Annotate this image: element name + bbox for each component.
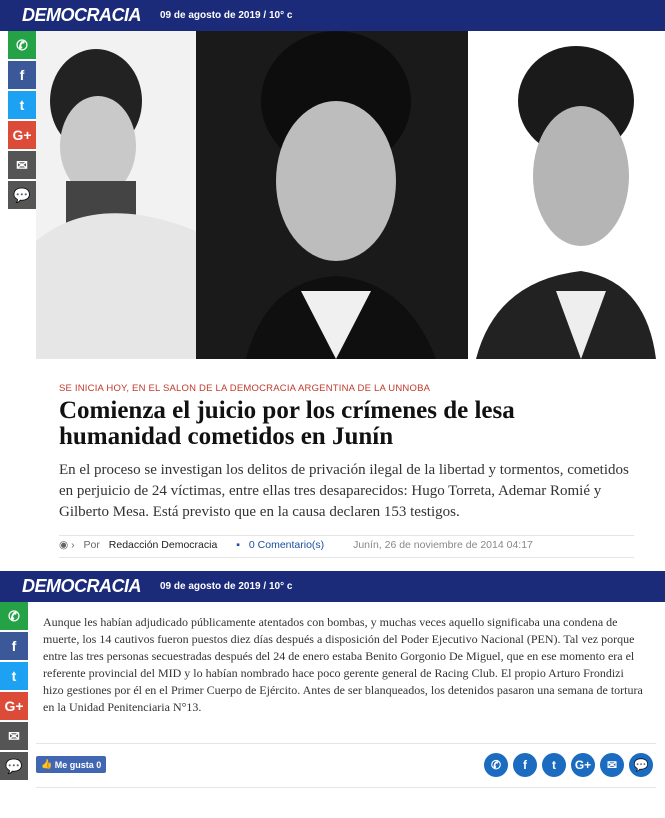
like-button[interactable]: 👍 Me gusta 0 bbox=[36, 756, 106, 773]
google-plus-icon[interactable]: G+ bbox=[8, 121, 36, 149]
comment-count-icon: ▪ bbox=[236, 539, 243, 551]
share-facebook-icon[interactable]: f bbox=[513, 753, 537, 777]
comment-icon[interactable]: 💬 bbox=[8, 181, 36, 209]
twitter-icon[interactable]: t bbox=[8, 91, 36, 119]
portraits-image bbox=[36, 31, 656, 359]
share-buttons bbox=[484, 753, 653, 777]
email-icon[interactable]: ✉ bbox=[8, 151, 36, 179]
article-title: Comienza el juicio por los crímenes de lesa humanidad cometidos en Junín bbox=[59, 397, 515, 450]
sticky-social-sidebar bbox=[0, 602, 28, 782]
share-google-plus-icon[interactable]: G+ bbox=[571, 753, 595, 777]
author-prefix: Por bbox=[83, 539, 100, 551]
header-date: 09 de agosto de 2019 / 10° c bbox=[160, 10, 293, 21]
email-icon[interactable]: ✉ bbox=[0, 722, 28, 750]
share-twitter-icon[interactable]: t bbox=[542, 753, 566, 777]
divider bbox=[36, 743, 656, 744]
whatsapp-icon[interactable]: ✆ bbox=[8, 31, 36, 59]
share-email-icon[interactable]: ✉ bbox=[600, 753, 624, 777]
facebook-icon[interactable]: f bbox=[0, 632, 28, 660]
whatsapp-icon[interactable]: ✆ bbox=[0, 602, 28, 630]
sticky-header-date: 09 de agosto de 2019 / 10° c bbox=[160, 581, 293, 592]
divider bbox=[36, 787, 656, 788]
site-logo[interactable]: DEMOCRACIA bbox=[22, 5, 141, 25]
thumbs-up-icon: 👍 bbox=[41, 759, 55, 769]
twitter-icon[interactable]: t bbox=[0, 662, 28, 690]
top-header bbox=[0, 0, 665, 31]
comment-icon[interactable]: 💬 bbox=[0, 752, 28, 780]
google-plus-icon[interactable]: G+ bbox=[0, 692, 28, 720]
sticky-header bbox=[0, 571, 665, 602]
comments-link[interactable]: ▪ 0 Comentario(s) bbox=[236, 539, 325, 551]
article-body: Aunque les habían adjudicado públicamente atentados con bombas, y muchas veces aquello significaba una condena de muerte, los 14 cautivos fueron puestos diez días después a disposición del Poder Ejecutivo Nacional (PEN). Tal vez porque entre las tres personas secuestradas después del 24 de enero estaba Benito Gorgonio De Miguel, que en ese momento era el referente provincial del MID y lo habían nombrado hace poco gerente general de Racing Club. El propio Arturo Frondizi hizo gestiones por él en el Primer Cuerpo de Ejército. Antes de ser blanqueados, los detenidos pasaron una semana de tortura en la Unidad Penitenciaria N°13. bbox=[43, 615, 643, 714]
sticky-site-logo[interactable]: DEMOCRACIA bbox=[22, 576, 141, 596]
social-sidebar bbox=[8, 31, 36, 211]
article-meta bbox=[59, 535, 634, 558]
hero-photo bbox=[36, 31, 656, 359]
author-link[interactable]: Redacción Democracia bbox=[108, 539, 218, 551]
article-kicker: SE INICIA HOY, EN EL SALON DE LA DEMOCRACIA ARGENTINA DE LA UNNOBA bbox=[59, 383, 431, 394]
user-icon: ◉ › bbox=[59, 539, 75, 551]
facebook-icon[interactable]: f bbox=[8, 61, 36, 89]
article-lead: En el proceso se investigan los delitos de privación ilegal de la libertad y tormentos, cometidos en perjuicio de 24 víctimas, entre ellas tres desaparecidos: Hugo Torreta, Ademar Romié y Gilberto Mesa. Está previsto que en la causa declaren 153 testigos. bbox=[59, 462, 629, 520]
share-whatsapp-icon[interactable]: ✆ bbox=[484, 753, 508, 777]
share-comment-icon[interactable]: 💬 bbox=[629, 753, 653, 777]
article-date: Junín, 26 de noviembre de 2014 04:17 bbox=[353, 539, 533, 551]
